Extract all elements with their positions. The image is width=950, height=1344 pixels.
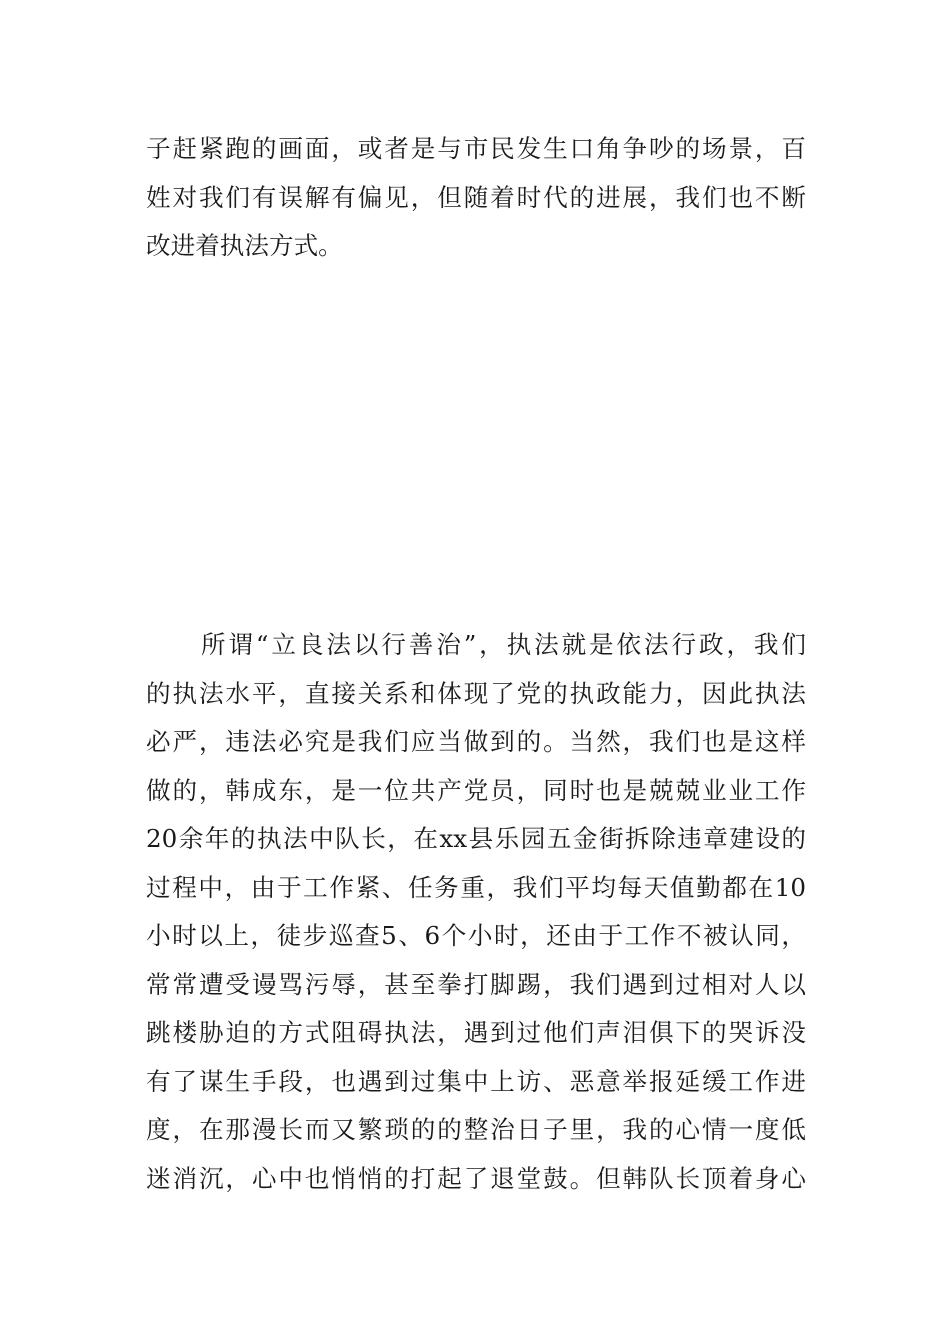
paragraph-2-line: 迷消沉，心中也悄悄的打起了退堂鼓。但韩队长顶着身心 [146,1163,806,1193]
paragraph-2-line: 20余年的执法中队长，在xx县乐园五金街拆除违章建设的 [146,824,806,853]
paragraph-2-line: 有了谋生手段，也遇到过集中上访、恶意举报延缓工作进 [146,1066,806,1096]
paragraph-2-line: 过程中，由于工作紧、任务重，我们平均每天值勤都在10 [146,872,806,902]
paragraph-2-line: 必严，违法必究是我们应当做到的。当然，我们也是这样 [146,727,806,756]
paragraph-2-line: 跳楼胁迫的方式阻碍执法，遇到过他们声泪俱下的哭诉没 [146,1018,806,1047]
paragraph-1-line: 改进着执法方式。 [146,231,343,260]
paragraph-2-line: 常常遭受谩骂污辱，甚至拳打脚踢，我们遇到过相对人以 [146,969,806,999]
paragraph-2-line: 度，在那漫长而又繁琐的的整治日子里，我的心情一度低 [146,1115,806,1144]
paragraph-2-line: 的执法水平，直接关系和体现了党的执政能力，因此执法 [146,678,806,708]
paragraph-1-line: 子赶紧跑的画面，或者是与市民发生口角争吵的场景，百 [146,134,806,163]
paragraph-2 [146,621,806,1203]
paragraph-2-line: 小时以上，徒步巡查5、6个小时，还由于工作不被认同， [146,921,806,950]
paragraph-1-line: 姓对我们有误解有偏见，但随着时代的进展，我们也不断 [146,182,806,212]
paragraph-2-line: 做的，韩成东，是一位共产党员，同时也是兢兢业业工作 [146,775,806,805]
paragraph-1 [146,125,806,271]
paragraph-2-line: 所谓“立良法以行善治”，执法就是依法行政，我们 [146,630,806,659]
